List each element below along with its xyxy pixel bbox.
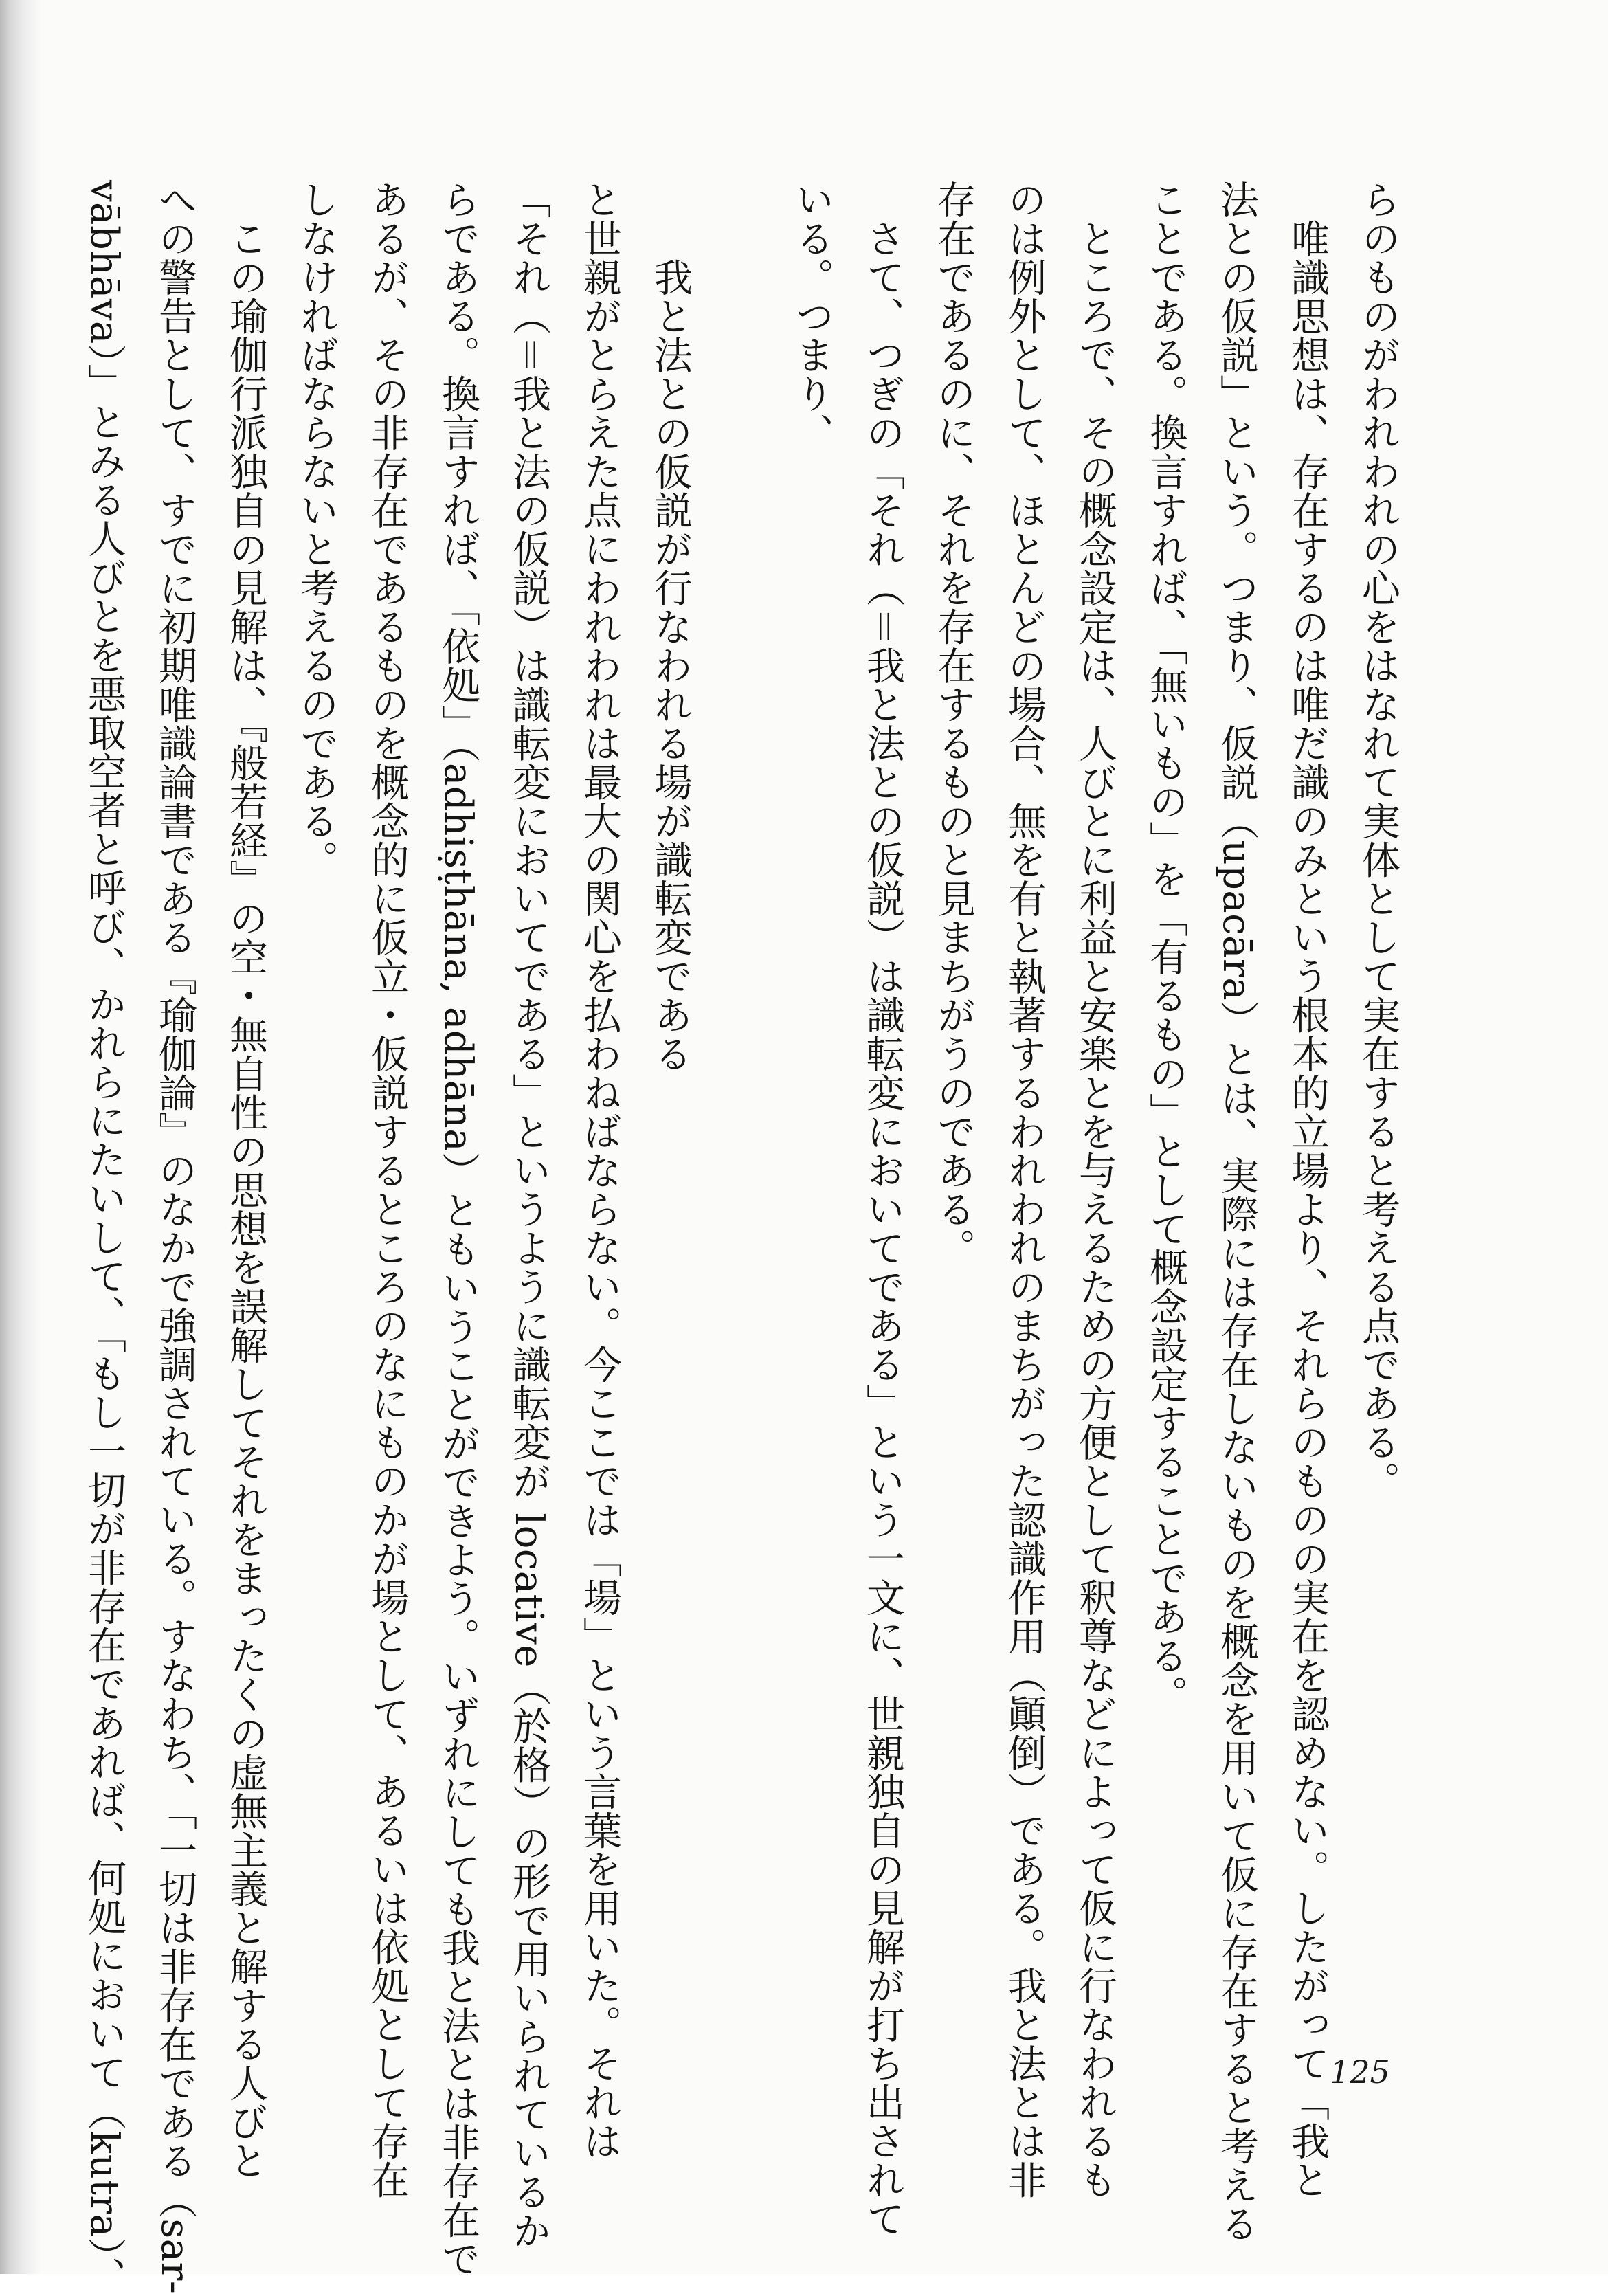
text-line: らのものがわれわれの心をはなれて実体として実在すると考える点である。 (1356, 180, 1400, 1500)
text-line: への警告として、すでに初期唯識論書である『瑜伽論』のなかで強調されている。すなわち、「一切は非存在である（sar- (153, 180, 197, 2295)
text-line: 「それ（＝我と法の仮説）は識転変においてである」というように識転変が locative（於格）の形で用いられているか (506, 180, 551, 2251)
text-line: らである。換言すれば、「依処」（adhiṣṭhāna, adhāna）ともいうことができよう。いずれにしても我と法とは非存在で (436, 180, 480, 2278)
text-line: さて、つぎの「それ（＝我と法との仮説）は識転変においてである」という一文に、世親独自の見解が打ち出されて (860, 180, 905, 2238)
text-line: 法との仮説」という。つまり、仮説（upacāra）とは、実際には存在しないものを概念を用いて仮に存在すると考える (1214, 180, 1259, 2244)
text-line: この瑜伽行派独自の見解は、『般若経』の空・無自性の思想を誤解してそれをまったくの虚無主義と解する人びと (223, 180, 268, 2180)
text-line: あるが、その非存在であるものを概念的に仮立・仮説するところのなにものかが場として、あるいは依処として存在 (365, 180, 410, 2199)
text-line: 唯識思想は、存在するのは唯だ識のみという根本的立場より、それらのものの実在を認めない。したがって「我と (1285, 180, 1330, 2199)
text-line: いる。つまり、 (790, 180, 834, 452)
blank-line (706, 180, 777, 1939)
quoted-statement: 我と法との仮説が行なわれる場が識転変である (648, 180, 693, 1073)
text-line: と世親がとらえた点にわれわれは最大の関心を払わねばならない。今ここでは「場」という言葉を用いた。それは (577, 180, 622, 2161)
binding-edge-shadow (0, 0, 41, 2274)
text-line: 存在であるのに、それを存在するものと見まちがうのである。 (931, 180, 976, 1267)
page-number: 125 (1330, 2053, 1390, 2091)
text-line: ことである。換言すれば、「無いもの」を「有るもの」として概念設定することである。 (1143, 180, 1188, 1714)
text-line: vābhāva）」とみる人びとを悪取空者と呼び、かれらにたいして、「もし一切が非存在であれば、何処において（kutra）、 (82, 180, 126, 2296)
text-line: しなければならないと考えるのである。 (294, 180, 339, 879)
text-line: のは例外として、ほとんどの場合、無を有と執著するわれわれのまちがった認識作用（顚倒）である。我と法とは非 (1002, 180, 1047, 2199)
text-line: ところで、その概念設定は、人びとに利益と安楽とを与えるための方便として釈尊などによって仮に行なわれるも (1073, 180, 1117, 2199)
